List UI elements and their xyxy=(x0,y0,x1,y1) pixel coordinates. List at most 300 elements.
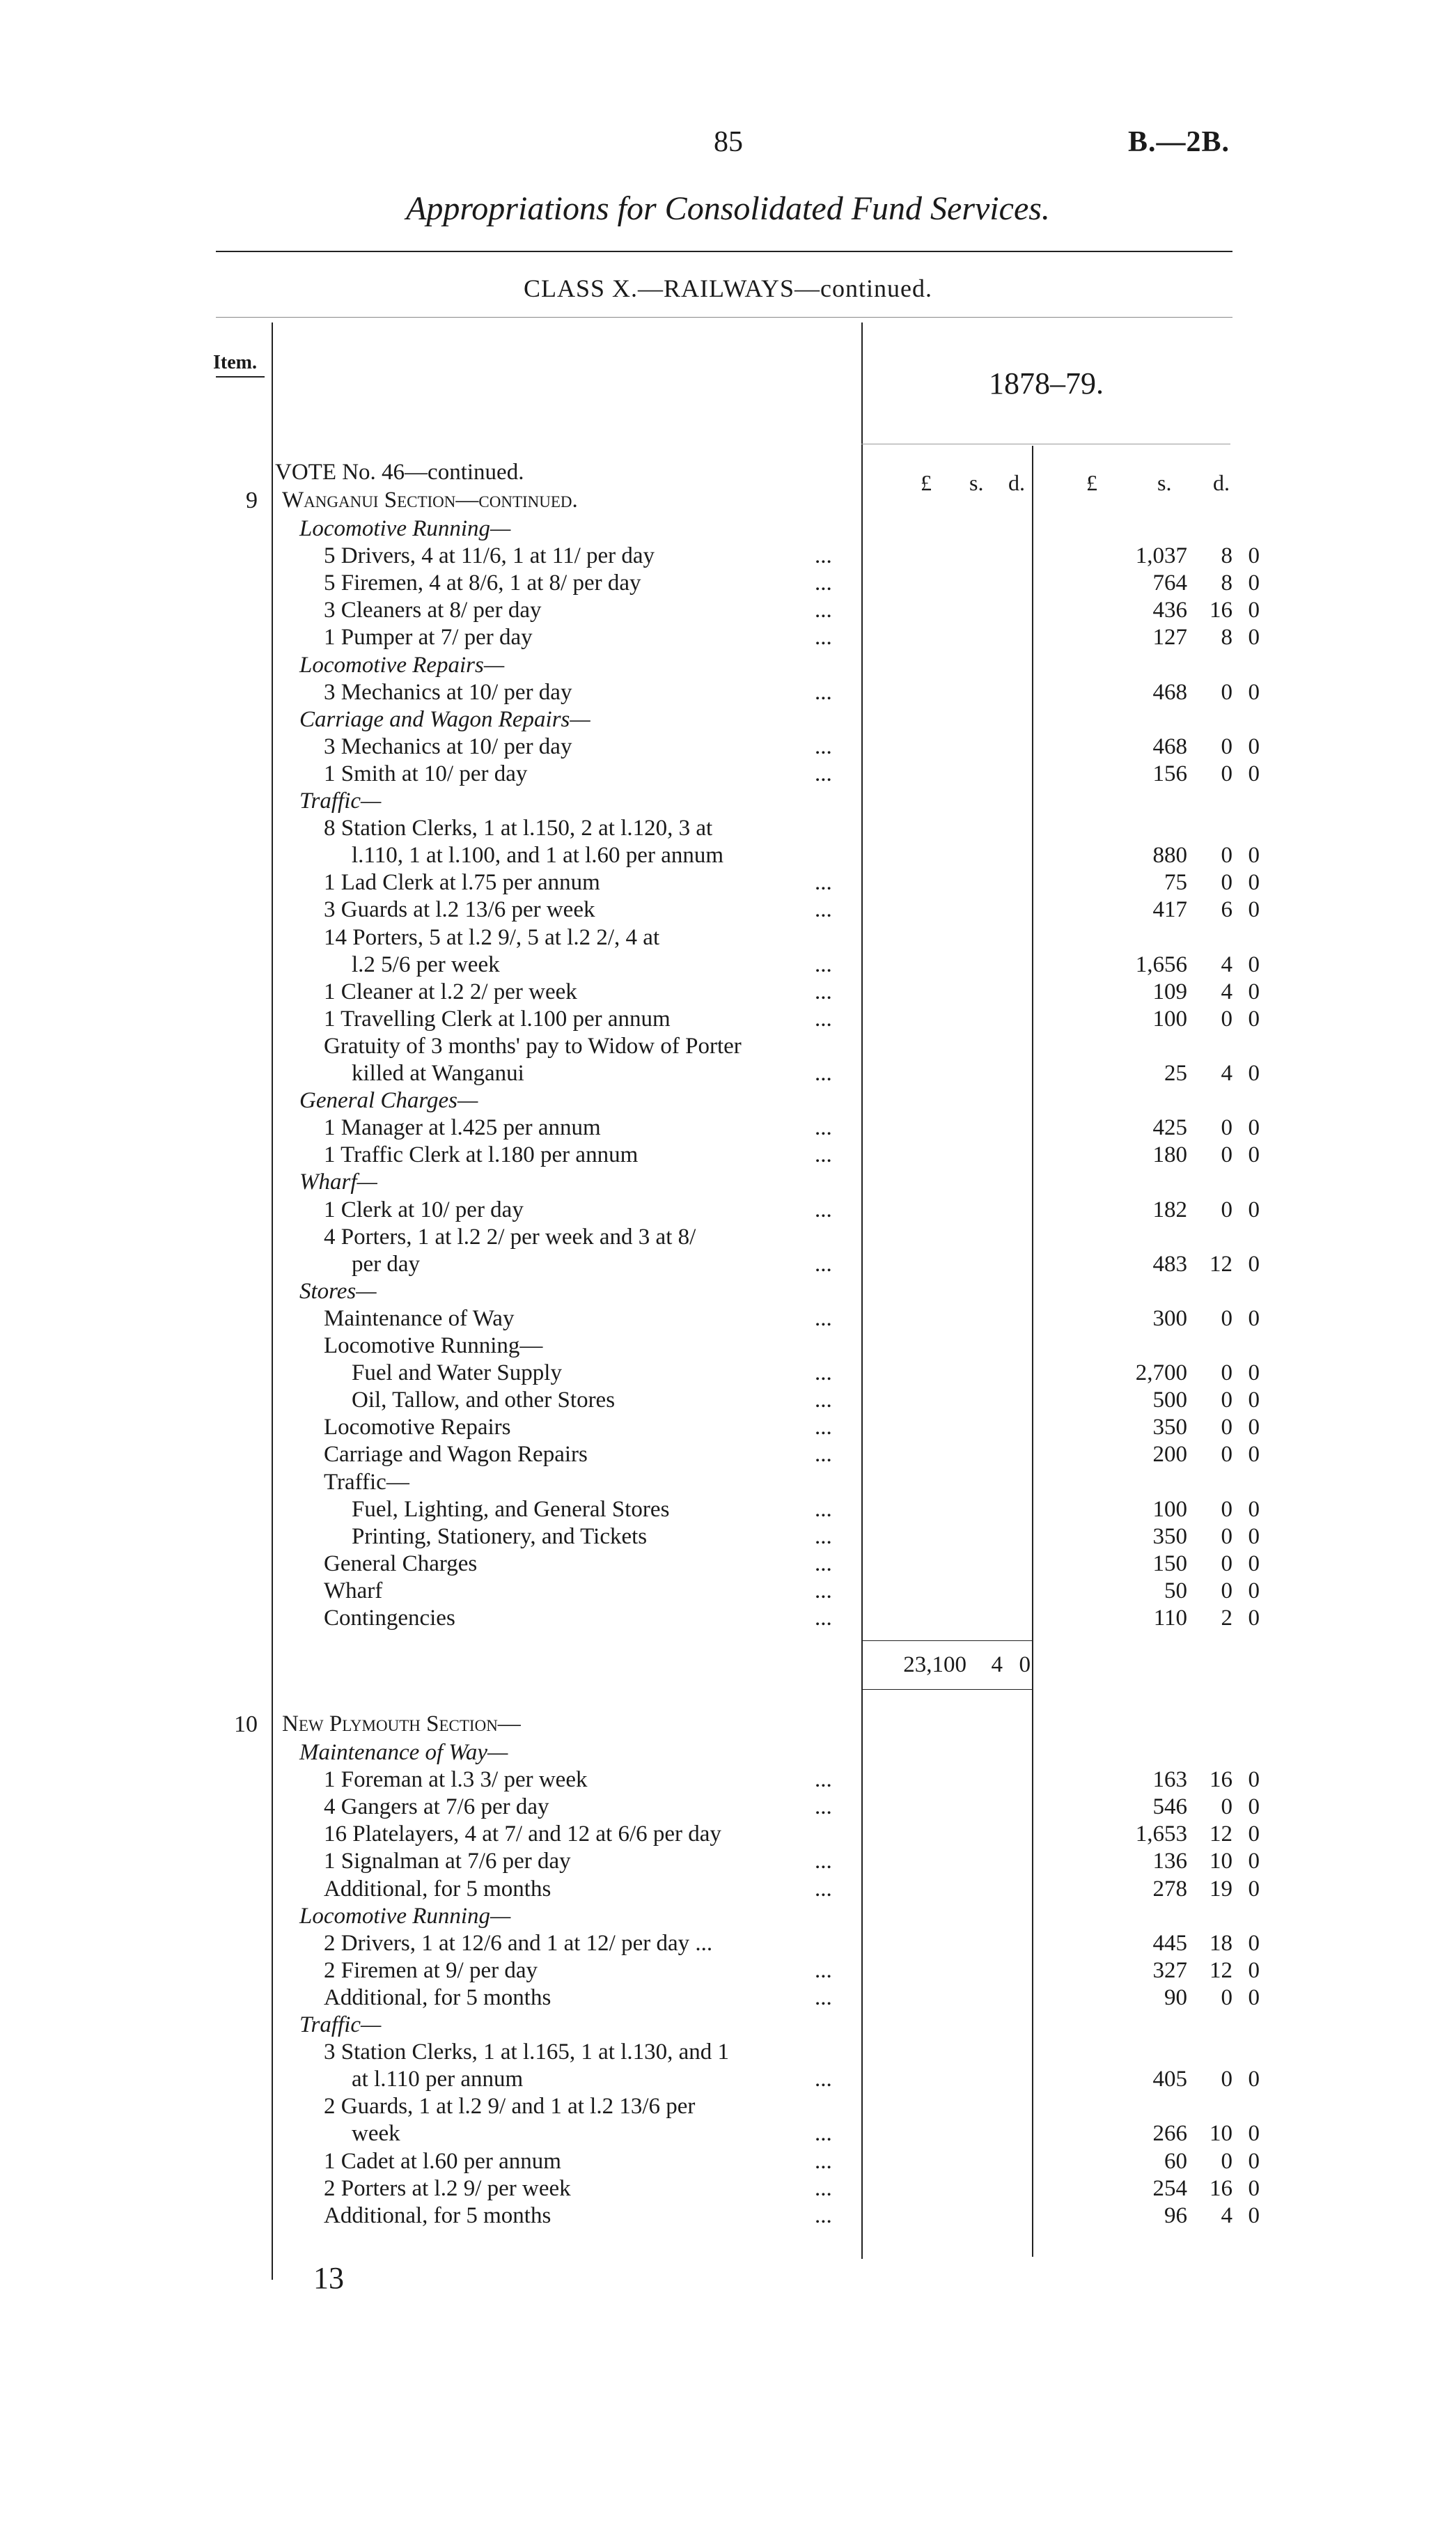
table-row xyxy=(275,1820,1260,1848)
row-label: 16 Platelayers, 4 at 7/ and 12 at 6/6 per day xyxy=(324,1821,721,1847)
table-row xyxy=(275,1359,1260,1387)
amount-pence: 0 xyxy=(1248,1578,1260,1603)
amount-shillings: 18 xyxy=(1210,1930,1232,1956)
amount-pence: 0 xyxy=(1248,951,1260,977)
amount-pounds: 1,037 xyxy=(1135,543,1187,569)
table-row xyxy=(275,1929,1260,1957)
amount-shillings: 0 xyxy=(1221,679,1232,705)
table-row xyxy=(275,1902,1031,1930)
amount-shillings: 0 xyxy=(1221,1984,1232,2010)
amount-pence: 0 xyxy=(1248,2202,1260,2228)
table-row xyxy=(275,1168,1031,1196)
row-label: 2 Guards, 1 at l.2 9/ and 1 at l.2 13/6 per xyxy=(324,2094,696,2120)
table-row xyxy=(275,2120,1260,2147)
amount-pence: 0 xyxy=(1248,843,1260,869)
table-row xyxy=(275,2202,1260,2230)
amount-pence: 0 xyxy=(1248,2148,1260,2174)
leader-dots: ... xyxy=(815,679,832,705)
item-header-underline xyxy=(216,376,265,378)
leader-dots: ... xyxy=(815,1496,832,1522)
leader-dots: ... xyxy=(815,733,832,759)
pound-header-2: £ xyxy=(1086,470,1097,495)
item-column-rule xyxy=(272,322,273,2280)
amount-shillings: 0 xyxy=(1221,2067,1232,2092)
leader-dots: ... xyxy=(815,897,832,923)
amount-shillings: 12 xyxy=(1210,1251,1232,1277)
row-label: 1 Clerk at 10/ per day xyxy=(324,1197,524,1222)
row-label: General Charges— xyxy=(299,1088,478,1114)
amount-pence: 0 xyxy=(1248,1523,1260,1549)
amount-pounds: 100 xyxy=(1152,1496,1187,1522)
amount-pence: 0 xyxy=(1248,1006,1260,1032)
leader-dots: ... xyxy=(815,1578,832,1603)
amount-pounds: 483 xyxy=(1152,1251,1187,1277)
amount-pounds: 100 xyxy=(1152,1006,1187,1032)
section-title: New Plymouth Section— xyxy=(282,1711,521,1736)
amount-shillings: 16 xyxy=(1210,598,1232,623)
row-label: Fuel, Lighting, and General Stores xyxy=(352,1496,670,1522)
amount-shillings: 12 xyxy=(1210,1821,1232,1847)
amount-pence: 0 xyxy=(1248,1061,1260,1086)
table-row xyxy=(275,951,1260,979)
amount-pounds: 90 xyxy=(1164,1984,1187,2010)
row-label: Maintenance of Way xyxy=(324,1305,515,1331)
amount-pounds: 1,653 xyxy=(1135,1821,1187,1847)
amount-pounds: 25 xyxy=(1164,1061,1187,1086)
row-label: Contingencies xyxy=(324,1606,455,1631)
table-row xyxy=(275,1440,1260,1468)
row-label: Locomotive Repairs— xyxy=(299,652,505,678)
leader-dots: ... xyxy=(815,2175,832,2201)
amount-shillings: 0 xyxy=(1221,1578,1232,1603)
table-row xyxy=(275,841,1260,869)
row-label: Wharf xyxy=(324,1578,383,1603)
row-label: Locomotive Running— xyxy=(324,1333,543,1358)
amount-pounds: 136 xyxy=(1152,1849,1187,1874)
table-row xyxy=(275,2175,1260,2202)
amount-shillings: 4 xyxy=(1221,2202,1232,2228)
leader-dots: ... xyxy=(815,761,832,786)
amount-pence: 0 xyxy=(1248,1606,1260,1631)
table-row xyxy=(275,814,1031,842)
leader-dots: ... xyxy=(815,1115,832,1141)
table-row xyxy=(275,1957,1260,1984)
row-label: l.110, 1 at l.100, and 1 at l.60 per annum xyxy=(352,843,724,869)
row-label: 3 Cleaners at 8/ per day xyxy=(324,598,542,623)
amount-pounds: 1,656 xyxy=(1135,951,1187,977)
amount-shillings: 0 xyxy=(1221,843,1232,869)
printer-signature: 13 xyxy=(313,2261,344,2295)
amount-pounds: 350 xyxy=(1152,1415,1187,1440)
leader-dots: ... xyxy=(815,1550,832,1576)
amount-pence: 0 xyxy=(1248,1957,1260,1983)
amount-pence: 0 xyxy=(1248,2175,1260,2201)
amount-shillings: 8 xyxy=(1221,543,1232,569)
row-label: Carriage and Wagon Repairs xyxy=(324,1442,588,1468)
amount-pence: 0 xyxy=(1248,1251,1260,1277)
row-label: 1 Traffic Clerk at l.180 per annum xyxy=(324,1142,639,1168)
title-rule xyxy=(216,251,1232,252)
pence-header-2: d. xyxy=(1213,470,1230,495)
document-reference: B.—2B. xyxy=(1128,126,1230,158)
row-label: 8 Station Clerks, 1 at l.150, 2 at l.120, 3 at xyxy=(324,816,713,841)
amount-shillings: 4 xyxy=(1221,951,1232,977)
amount-pence: 0 xyxy=(1248,1984,1260,2010)
amount-shillings: 0 xyxy=(1221,1360,1232,1386)
amount-shillings: 0 xyxy=(1221,870,1232,896)
amount-pence: 0 xyxy=(1248,1415,1260,1440)
amount-pounds: 350 xyxy=(1152,1523,1187,1549)
row-label: 5 Drivers, 4 at 11/6, 1 at 11/ per day xyxy=(324,543,655,569)
row-label: Locomotive Running— xyxy=(299,516,511,541)
table-row xyxy=(275,924,1031,951)
table-row xyxy=(275,733,1260,761)
vote-line: VOTE No. 46—continued. xyxy=(275,460,524,485)
amount-pence: 0 xyxy=(1248,543,1260,569)
row-label: Stores— xyxy=(299,1278,377,1304)
amount-pounds: 445 xyxy=(1152,1930,1187,1956)
amount-pounds: 75 xyxy=(1164,870,1187,896)
leader-dots: ... xyxy=(815,1523,832,1549)
row-label: 4 Gangers at 7/6 per day xyxy=(324,1794,549,1820)
row-label: Locomotive Running— xyxy=(299,1903,511,1929)
amount-shillings: 0 xyxy=(1221,1115,1232,1141)
amount-pounds: 182 xyxy=(1152,1197,1187,1222)
amount-pence: 0 xyxy=(1248,679,1260,705)
amount-shillings: 0 xyxy=(1221,2148,1232,2174)
leader-dots: ... xyxy=(815,1984,832,2010)
table-row xyxy=(275,1847,1260,1875)
row-label: 3 Mechanics at 10/ per day xyxy=(324,679,572,705)
table-row xyxy=(275,2065,1260,2093)
table-row xyxy=(275,1005,1260,1033)
amount-shillings: 0 xyxy=(1221,1496,1232,1522)
amount-pounds: 60 xyxy=(1164,2148,1187,2174)
amount-pounds: 405 xyxy=(1152,2067,1187,2092)
leader-dots: ... xyxy=(815,1360,832,1386)
row-label: Traffic— xyxy=(299,2012,382,2037)
section-total-pence: 0 xyxy=(1019,1652,1031,1677)
amount-shillings: 0 xyxy=(1221,1197,1232,1222)
row-label: per day xyxy=(352,1251,421,1277)
leader-dots: ... xyxy=(815,1197,832,1222)
table-row xyxy=(275,1523,1260,1550)
table-row xyxy=(275,1059,1260,1087)
row-label: 2 Drivers, 1 at 12/6 and 1 at 12/ per day ... xyxy=(324,1930,713,1956)
amount-pence: 0 xyxy=(1248,598,1260,623)
amount-pounds: 468 xyxy=(1152,733,1187,759)
amount-pounds: 200 xyxy=(1152,1442,1187,1468)
year-heading: 1878–79. xyxy=(989,366,1104,401)
amount-pence: 0 xyxy=(1248,1767,1260,1793)
amount-shillings: 16 xyxy=(1210,2175,1232,2201)
row-label: Traffic— xyxy=(299,788,382,814)
leader-dots: ... xyxy=(815,1142,832,1168)
amount-pence: 0 xyxy=(1248,897,1260,923)
row-label: 1 Pumper at 7/ per day xyxy=(324,625,533,651)
class-heading: CLASS X.—RAILWAYS—continued. xyxy=(523,274,933,302)
amount-shillings: 0 xyxy=(1221,1794,1232,1820)
amount-shillings: 8 xyxy=(1221,625,1232,651)
row-label: Additional, for 5 months xyxy=(324,1876,551,1902)
amount-pence: 0 xyxy=(1248,1849,1260,1874)
leader-dots: ... xyxy=(815,979,832,1004)
table-row xyxy=(275,2011,1031,2039)
leader-dots: ... xyxy=(815,2202,832,2228)
table-row xyxy=(275,760,1260,788)
amount-shillings: 16 xyxy=(1210,1767,1232,1793)
amount-shillings: 0 xyxy=(1221,1523,1232,1549)
leader-dots: ... xyxy=(815,1957,832,1983)
row-label: Printing, Stationery, and Tickets xyxy=(352,1523,648,1549)
amount-pence: 0 xyxy=(1248,1142,1260,1168)
table-row xyxy=(275,1277,1031,1305)
amount-shillings: 0 xyxy=(1221,1006,1232,1032)
table-row xyxy=(275,596,1260,624)
amount-pounds: 254 xyxy=(1152,2175,1187,2201)
amount-pounds: 2,700 xyxy=(1135,1360,1187,1386)
table-row xyxy=(275,869,1260,896)
row-label: week xyxy=(352,2121,400,2147)
amount-pence: 0 xyxy=(1248,1496,1260,1522)
amount-pounds: 327 xyxy=(1152,1957,1187,1983)
amount-pence: 0 xyxy=(1248,1550,1260,1576)
table-row xyxy=(275,1739,1031,1766)
amount-pence: 0 xyxy=(1248,1388,1260,1413)
amount-pounds: 110 xyxy=(1153,1606,1187,1631)
table-row xyxy=(275,1766,1260,1794)
amount-pounds: 266 xyxy=(1152,2121,1187,2147)
row-label: Wharf— xyxy=(299,1169,377,1195)
table-row xyxy=(275,1875,1260,1903)
amount-pounds: 50 xyxy=(1164,1578,1187,1603)
row-label: 1 Cadet at l.60 per annum xyxy=(324,2148,561,2174)
leader-dots: ... xyxy=(815,1388,832,1413)
table-row xyxy=(275,542,1260,570)
class-rule xyxy=(216,317,1232,318)
leader-dots: ... xyxy=(815,870,832,896)
table-row xyxy=(275,706,1031,733)
amount-pence: 0 xyxy=(1248,1305,1260,1331)
row-label: 2 Firemen at 9/ per day xyxy=(324,1957,538,1983)
table-row xyxy=(275,515,1031,543)
table-row xyxy=(275,678,1260,706)
leader-dots: ... xyxy=(815,598,832,623)
table-row xyxy=(275,1984,1260,2012)
section-total-shillings: 4 xyxy=(991,1652,1003,1677)
amount-shillings: 0 xyxy=(1221,1305,1232,1331)
table-row xyxy=(275,1604,1260,1632)
pence-column-rule xyxy=(1032,446,1033,2257)
table-row xyxy=(275,1386,1260,1414)
row-label: 4 Porters, 1 at l.2 2/ per week and 3 at 8/ xyxy=(324,1224,696,1250)
leader-dots: ... xyxy=(815,1767,832,1793)
item-column-header: Item. xyxy=(213,352,257,373)
amount-pounds: 109 xyxy=(1152,979,1187,1004)
amount-pence: 0 xyxy=(1248,2121,1260,2147)
row-label: 1 Smith at 10/ per day xyxy=(324,761,528,786)
amount-pounds: 156 xyxy=(1152,761,1187,786)
amount-pence: 0 xyxy=(1248,1442,1260,1468)
shilling-header: s. xyxy=(969,470,984,495)
table-row xyxy=(275,1141,1260,1169)
row-label: Additional, for 5 months xyxy=(324,2202,551,2228)
row-label: Locomotive Repairs xyxy=(324,1415,511,1440)
leader-dots: ... xyxy=(815,1415,832,1440)
total-top-rule xyxy=(861,1640,1032,1641)
amount-pounds: 163 xyxy=(1152,1767,1187,1793)
leader-dots: ... xyxy=(815,1006,832,1032)
amount-pounds: 546 xyxy=(1152,1794,1187,1820)
row-label: Fuel and Water Supply xyxy=(352,1360,562,1386)
total-bottom-rule xyxy=(861,1689,1032,1690)
amount-shillings: 6 xyxy=(1221,897,1232,923)
amount-shillings: 8 xyxy=(1221,570,1232,596)
row-label: Gratuity of 3 months' pay to Widow of Porter xyxy=(324,1033,742,1059)
leader-dots: ... xyxy=(815,1606,832,1631)
shilling-header-2: s. xyxy=(1157,470,1172,495)
amount-pounds: 127 xyxy=(1152,625,1187,651)
table-row xyxy=(275,1250,1260,1278)
table-row xyxy=(275,978,1260,1006)
amount-shillings: 0 xyxy=(1221,1550,1232,1576)
leader-dots: ... xyxy=(815,2067,832,2092)
amount-pence: 0 xyxy=(1248,870,1260,896)
table-row xyxy=(275,2147,1260,2175)
row-label: 3 Mechanics at 10/ per day xyxy=(324,733,572,759)
amount-shillings: 0 xyxy=(1221,1388,1232,1413)
table-row xyxy=(275,1793,1260,1821)
amount-shillings: 10 xyxy=(1210,2121,1232,2147)
table-row xyxy=(275,1114,1260,1142)
table-row xyxy=(275,2038,1031,2066)
page-number: 85 xyxy=(714,126,743,158)
section-total-pounds: 23,100 xyxy=(903,1652,966,1677)
row-label: 1 Signalman at 7/6 per day xyxy=(324,1849,571,1874)
amount-pounds: 417 xyxy=(1152,897,1187,923)
row-label: at l.110 per annum xyxy=(352,2067,524,2092)
table-row xyxy=(275,623,1260,651)
table-row xyxy=(275,1495,1260,1523)
amount-pounds: 880 xyxy=(1152,843,1187,869)
item-number: 10 xyxy=(234,1711,258,1737)
pound-header: £ xyxy=(921,470,932,495)
amount-shillings: 0 xyxy=(1221,761,1232,786)
amount-shillings: 4 xyxy=(1221,1061,1232,1086)
amount-shillings: 0 xyxy=(1221,1142,1232,1168)
row-label: 5 Firemen, 4 at 8/6, 1 at 8/ per day xyxy=(324,570,641,596)
table-row xyxy=(275,1550,1260,1578)
leader-dots: ... xyxy=(815,2148,832,2174)
table-row xyxy=(275,1196,1260,1224)
amount-pounds: 500 xyxy=(1152,1388,1187,1413)
table-row xyxy=(275,1332,1031,1360)
amount-pounds: 436 xyxy=(1152,598,1187,623)
table-row xyxy=(275,1032,1031,1060)
amount-shillings: 0 xyxy=(1221,1442,1232,1468)
amount-pounds: 278 xyxy=(1152,1876,1187,1902)
leader-dots: ... xyxy=(815,543,832,569)
table-row xyxy=(275,569,1260,597)
table-row xyxy=(275,1223,1031,1251)
row-label: Traffic— xyxy=(324,1469,409,1495)
leader-dots: ... xyxy=(815,1251,832,1277)
section-title: Wanganui Section—continued. xyxy=(282,488,578,513)
row-label: Maintenance of Way— xyxy=(299,1740,508,1765)
amount-shillings: 4 xyxy=(1221,979,1232,1004)
table-row xyxy=(275,1413,1260,1441)
row-label: 1 Lad Clerk at l.75 per annum xyxy=(324,870,600,896)
table-row xyxy=(275,1305,1260,1332)
amount-pence: 0 xyxy=(1248,1360,1260,1386)
row-label: 1 Manager at l.425 per annum xyxy=(324,1115,601,1141)
leader-dots: ... xyxy=(815,1442,832,1468)
row-label: Additional, for 5 months xyxy=(324,1984,551,2010)
table-row xyxy=(275,896,1260,924)
amount-shillings: 19 xyxy=(1210,1876,1232,1902)
table-row xyxy=(275,1468,1031,1496)
leader-dots: ... xyxy=(815,570,832,596)
row-label: Oil, Tallow, and other Stores xyxy=(352,1388,616,1413)
row-label: Carriage and Wagon Repairs— xyxy=(299,706,590,732)
amount-shillings: 2 xyxy=(1221,1606,1232,1631)
row-label: l.2 5/6 per week xyxy=(352,951,500,977)
row-label: 14 Porters, 5 at l.2 9/, 5 at l.2 2/, 4 at xyxy=(324,924,660,950)
amount-pence: 0 xyxy=(1248,1794,1260,1820)
row-label: 1 Foreman at l.3 3/ per week xyxy=(324,1767,588,1793)
amount-pence: 0 xyxy=(1248,625,1260,651)
page-title: Appropriations for Consolidated Fund Services. xyxy=(406,190,1050,227)
leader-dots: ... xyxy=(815,1794,832,1820)
row-label: 3 Station Clerks, 1 at l.165, 1 at l.130, and 1 xyxy=(324,2039,730,2065)
row-label: 1 Cleaner at l.2 2/ per week xyxy=(324,979,577,1004)
leader-dots: ... xyxy=(815,1876,832,1902)
amount-pence: 0 xyxy=(1248,570,1260,596)
amount-pence: 0 xyxy=(1248,1930,1260,1956)
amount-pounds: 180 xyxy=(1152,1142,1187,1168)
row-label: General Charges xyxy=(324,1550,478,1576)
amount-shillings: 0 xyxy=(1221,733,1232,759)
amount-pence: 0 xyxy=(1248,1115,1260,1141)
amount-pence: 0 xyxy=(1248,761,1260,786)
amount-pounds: 425 xyxy=(1152,1115,1187,1141)
amount-pounds: 150 xyxy=(1152,1550,1187,1576)
amount-shillings: 10 xyxy=(1210,1849,1232,1874)
row-label: killed at Wanganui xyxy=(352,1061,524,1086)
pence-header: d. xyxy=(1008,470,1025,495)
row-label: 2 Porters at l.2 9/ per week xyxy=(324,2175,571,2201)
row-label: 3 Guards at l.2 13/6 per week xyxy=(324,897,595,923)
amount-shillings: 0 xyxy=(1221,1415,1232,1440)
leader-dots: ... xyxy=(815,625,832,651)
table-row xyxy=(275,787,1031,815)
amount-pence: 0 xyxy=(1248,1821,1260,1847)
amount-shillings: 12 xyxy=(1210,1957,1232,1983)
leader-dots: ... xyxy=(815,2121,832,2147)
amount-pence: 0 xyxy=(1248,1197,1260,1222)
table-row xyxy=(275,2092,1031,2120)
amount-pounds: 300 xyxy=(1152,1305,1187,1331)
amount-pence: 0 xyxy=(1248,733,1260,759)
table-row xyxy=(275,651,1031,679)
table-row xyxy=(275,1087,1031,1114)
leader-dots: ... xyxy=(815,951,832,977)
table-row xyxy=(275,1577,1260,1605)
amount-pounds: 96 xyxy=(1164,2202,1187,2228)
leader-dots: ... xyxy=(815,1061,832,1086)
row-label: 1 Travelling Clerk at l.100 per annum xyxy=(324,1006,671,1032)
item-number: 9 xyxy=(246,488,258,513)
